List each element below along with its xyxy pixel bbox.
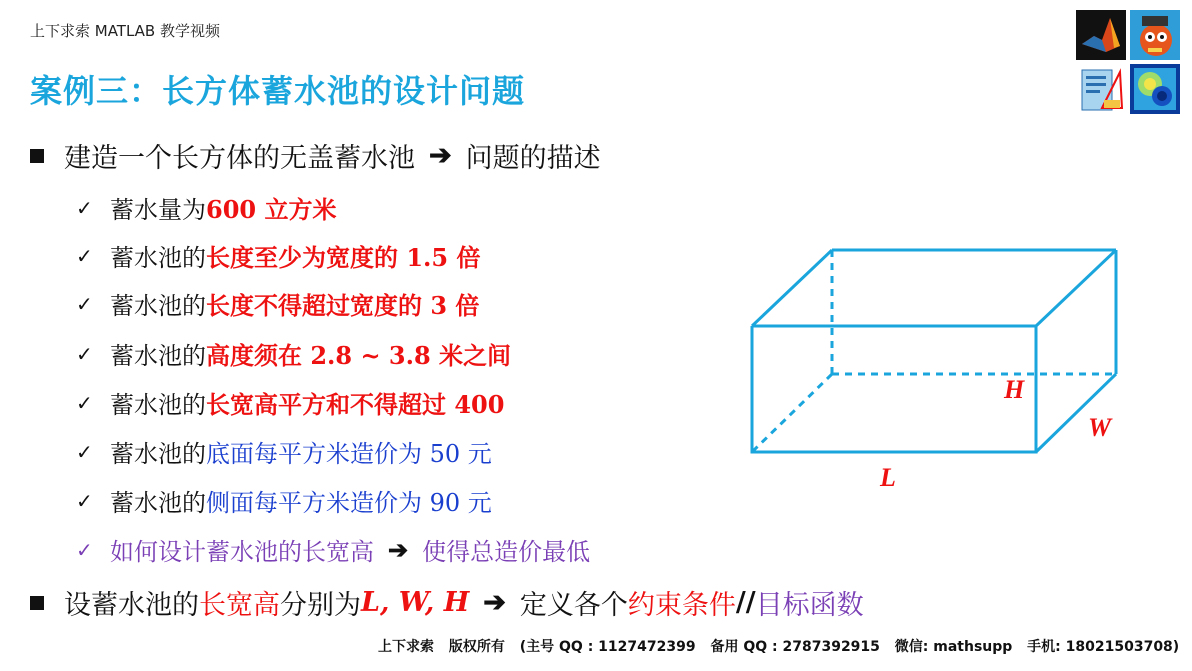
constraint-label: 约束条件 [627, 590, 736, 621]
item-highlight: 使得总造价最低 [422, 538, 591, 566]
list-item [76, 286, 479, 321]
item-highlight: 长度不得超过宽度的 3 倍 [206, 291, 480, 320]
list-item [76, 385, 504, 420]
item-text: 蓄水池的 [110, 244, 206, 272]
list-item [76, 238, 480, 273]
footer-rights: 版权所有 [448, 639, 505, 655]
check-icon: ✓ [76, 537, 93, 562]
bullet-text: 定义各个 [519, 590, 628, 621]
label-l: L [880, 463, 896, 492]
item-text: 蓄水池的 [110, 440, 206, 468]
item-text: 蓄水池的 [110, 342, 206, 370]
front-face [752, 326, 1036, 452]
list-item [76, 483, 492, 518]
separator: // [735, 587, 756, 618]
item-highlight: 600 立方米 [206, 195, 337, 224]
item-text: 蓄水池的 [110, 292, 206, 320]
arrow-icon: ➔ [483, 587, 506, 618]
label-w: W [1088, 413, 1112, 442]
footer-main-qq: (主号 QQ : 1127472399 [519, 639, 696, 655]
bullet-text: 分别为 [280, 590, 361, 621]
square-bullet-icon [30, 596, 44, 610]
check-icon: ✓ [76, 439, 93, 464]
item-highlight: 长度至少为宽度的 1.5 倍 [206, 243, 481, 272]
label-h: H [1004, 375, 1025, 404]
footer-backup-qq: 备用 QQ : 2787392915 [710, 639, 880, 655]
check-icon: ✓ [76, 341, 93, 366]
variable-names: L, W, H [361, 587, 470, 618]
page-title: 案例三：长方体蓄水池的设计问题 [30, 72, 526, 110]
item-highlight: 侧面每平方米造价为 90 元 [206, 489, 492, 517]
bullet-text: 建造一个长方体的无盖蓄水池 [64, 143, 415, 174]
bullet-variables [30, 583, 864, 622]
check-icon: ✓ [76, 195, 93, 220]
list-item [76, 336, 511, 371]
list-item-goal [76, 532, 590, 567]
check-icon: ✓ [76, 488, 93, 513]
arrow-icon: ➔ [388, 535, 409, 564]
bullet-text-suffix: 问题的描述 [465, 143, 601, 174]
arrow-icon: ➔ [429, 140, 452, 171]
logo-group [1076, 10, 1184, 114]
matlab-logo-icon [1076, 10, 1126, 60]
list-item [76, 190, 336, 225]
check-icon: ✓ [76, 291, 93, 316]
bullet-highlight: 长宽高 [199, 590, 280, 621]
item-highlight: 长宽高平方和不得超过 400 [206, 390, 505, 419]
bullet-text: 设蓄水池的 [64, 590, 199, 621]
check-icon: ✓ [76, 243, 93, 268]
footer-phone: 手机: 18021503708) [1027, 639, 1180, 655]
item-text: 蓄水池的 [110, 489, 206, 517]
item-highlight: 底面每平方米造价为 50 元 [206, 440, 492, 468]
heatmap-icon [1130, 64, 1180, 114]
footer [378, 636, 1189, 656]
footer-brand: 上下求索 [378, 639, 434, 655]
footer-wechat: 微信: mathsupp [894, 639, 1013, 655]
item-text: 如何设计蓄水池的长宽高 [110, 538, 374, 566]
item-highlight: 高度须在 2.8 ~ 3.8 米之间 [206, 341, 512, 370]
check-icon: ✓ [76, 390, 93, 415]
item-text: 蓄水量为 [110, 196, 206, 224]
list-item [76, 434, 492, 469]
item-text: 蓄水池的 [110, 391, 206, 419]
header-text: 上下求索 MATLAB 教学视频 [30, 22, 220, 40]
bullet-problem [30, 136, 601, 175]
matlab-mascot-icon [1130, 10, 1180, 60]
cuboid-diagram [740, 238, 1140, 498]
square-bullet-icon [30, 149, 44, 163]
notebook-icon [1076, 64, 1126, 114]
objective-label: 目标函数 [755, 590, 864, 621]
